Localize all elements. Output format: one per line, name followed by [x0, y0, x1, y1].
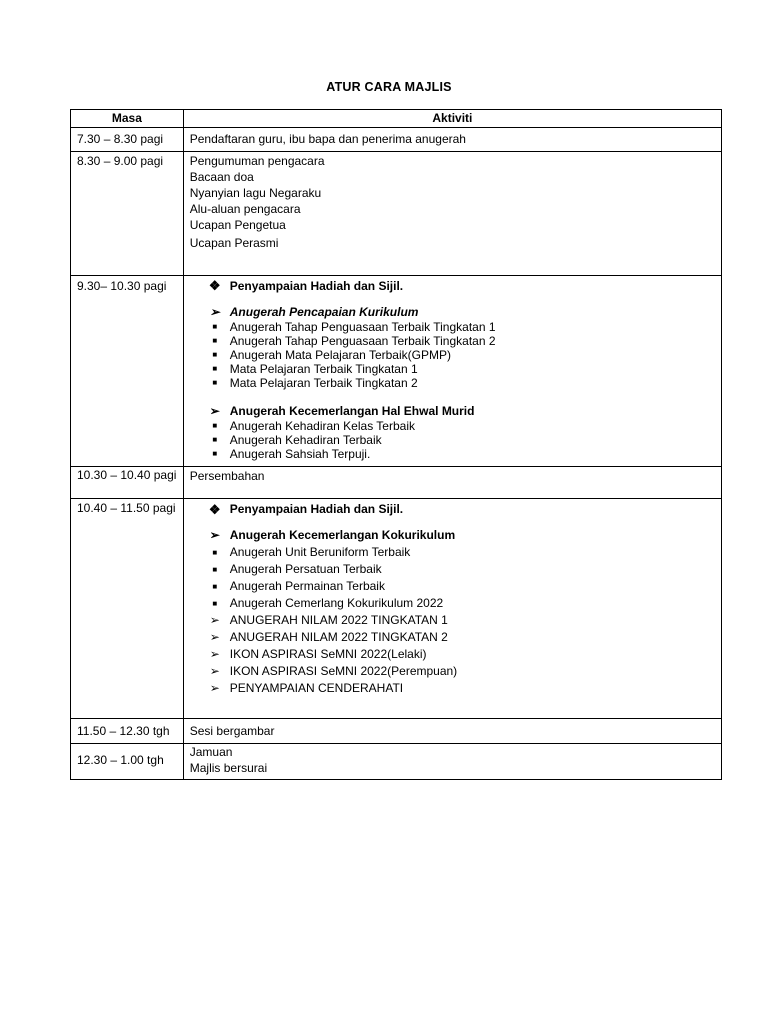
square-bullet-icon: ■	[212, 599, 218, 608]
header-aktiviti: Aktiviti	[183, 110, 721, 128]
activity-cell	[183, 276, 721, 467]
activity-line: Sesi bergambar	[189, 724, 275, 738]
diamond-bullet-icon: ❖	[208, 502, 221, 517]
list-item	[190, 419, 715, 433]
time-cell	[71, 467, 184, 499]
main-item	[190, 278, 715, 294]
list-item	[190, 578, 715, 595]
arrow-bullet-icon: ➢	[209, 664, 220, 678]
arrow-bullet-icon: ➢	[209, 681, 220, 695]
activity-line: Majlis bersurai	[189, 761, 268, 775]
activity-cell	[183, 719, 721, 744]
list-item-label: Anugerah Tahap Penguasaan Terbaik Tingkatan 1	[229, 320, 496, 334]
activity-line: Ucapan Perasmi	[189, 236, 279, 250]
square-bullet-icon: ■	[212, 548, 218, 557]
activity-cell	[183, 128, 721, 152]
time-cell	[71, 744, 184, 780]
arrow-bullet-icon: ➢	[209, 630, 220, 644]
section-heading-label: Anugerah Kecemerlangan Kokurikulum	[229, 528, 456, 542]
list-item	[190, 612, 715, 629]
list-item	[190, 646, 715, 663]
list-item-label: Anugerah Unit Beruniform Terbaik	[229, 545, 411, 559]
list-item-label: IKON ASPIRASI SeMNI 2022(Lelaki)	[229, 647, 427, 661]
table-row	[71, 467, 722, 499]
square-bullet-icon: ■	[212, 378, 218, 387]
section-heading	[190, 527, 715, 544]
list-item	[190, 447, 715, 461]
list-item	[190, 561, 715, 578]
section-heading-label: Anugerah Pencapaian Kurikulum	[229, 305, 419, 319]
activity-line: Jamuan	[189, 745, 233, 759]
activity-line: Pendaftaran guru, ibu bapa dan penerima anugerah	[189, 132, 466, 146]
activity-cell	[183, 152, 721, 276]
arrow-bullet-icon: ➢	[209, 404, 220, 418]
activity-line: Alu-aluan pengacara	[189, 202, 301, 216]
list-item	[190, 544, 715, 561]
main-item	[190, 501, 715, 518]
list-item	[190, 595, 715, 612]
arrow-bullet-icon: ➢	[209, 305, 220, 319]
header-masa: Masa	[71, 110, 184, 128]
square-bullet-icon: ■	[212, 565, 218, 574]
section-heading	[190, 304, 715, 320]
activity-line: Ucapan Pengetua	[189, 218, 286, 232]
activity-cell	[183, 744, 721, 780]
document-title: ATUR CARA MAJLIS	[326, 80, 452, 94]
square-bullet-icon: ■	[212, 582, 218, 591]
square-bullet-icon: ■	[212, 322, 218, 331]
list-item-label: Anugerah Persatuan Terbaik	[229, 562, 382, 576]
activity-cell	[183, 499, 721, 719]
time-text: 9.30– 10.30 pagi	[77, 279, 167, 293]
time-cell	[71, 276, 184, 467]
activity-cell	[183, 467, 721, 499]
list-item	[190, 334, 715, 348]
time-text: 12.30 – 1.00 tgh	[77, 753, 164, 767]
time-cell	[71, 152, 184, 276]
list-item	[190, 320, 715, 334]
activity-line: Bacaan doa	[189, 170, 254, 184]
list-item	[190, 629, 715, 646]
arrow-bullet-icon: ➢	[209, 647, 220, 661]
list-item-label: IKON ASPIRASI SeMNI 2022(Perempuan)	[229, 664, 458, 678]
section-heading	[190, 403, 715, 419]
list-item-label: Anugerah Permainan Terbaik	[229, 579, 385, 593]
time-text: 11.50 – 12.30 tgh	[77, 724, 170, 738]
square-bullet-icon: ■	[212, 336, 218, 345]
main-item-label: Penyampaian Hadiah dan Sijil.	[229, 279, 404, 293]
list-item	[190, 433, 715, 447]
table-row	[71, 744, 722, 780]
arrow-bullet-icon: ➢	[209, 613, 220, 627]
list-item	[190, 362, 715, 376]
list-item-label: Anugerah Tahap Penguasaan Terbaik Tingkatan 2	[229, 334, 496, 348]
time-text: 10.30 – 10.40 pagi	[77, 468, 177, 482]
schedule-table	[70, 109, 722, 780]
activity-line: Nyanyian lagu Negaraku	[189, 186, 322, 200]
list-item-label: ANUGERAH NILAM 2022 TINGKATAN 1	[229, 613, 448, 627]
time-cell	[71, 128, 184, 152]
table-row	[71, 719, 722, 744]
square-bullet-icon: ■	[212, 449, 218, 458]
list-item-label: ANUGERAH NILAM 2022 TINGKATAN 2	[229, 630, 448, 644]
activity-line: Persembahan	[189, 469, 265, 483]
time-text: 8.30 – 9.00 pagi	[77, 154, 164, 168]
activity-line: Pengumuman pengacara	[189, 154, 325, 168]
square-bullet-icon: ■	[212, 364, 218, 373]
square-bullet-icon: ■	[212, 421, 218, 430]
list-item	[190, 348, 715, 362]
list-item-label: Mata Pelajaran Terbaik Tingkatan 2	[229, 376, 418, 390]
arrow-bullet-icon: ➢	[209, 528, 220, 542]
main-item-label: Penyampaian Hadiah dan Sijil.	[229, 502, 404, 516]
list-item	[190, 663, 715, 680]
list-item-label: Anugerah Kehadiran Kelas Terbaik	[229, 419, 415, 433]
square-bullet-icon: ■	[212, 350, 218, 359]
list-item	[190, 376, 715, 390]
table-row	[71, 152, 722, 276]
list-item-label: Anugerah Kehadiran Terbaik	[229, 433, 382, 447]
list-item-label: Mata Pelajaran Terbaik Tingkatan 1	[229, 362, 418, 376]
time-cell	[71, 499, 184, 719]
list-item-label: Anugerah Sahsiah Terpuji.	[229, 447, 371, 461]
section-heading-label: Anugerah Kecemerlangan Hal Ehwal Murid	[229, 404, 475, 418]
table-header-row	[71, 110, 722, 128]
square-bullet-icon: ■	[212, 435, 218, 444]
table-row	[71, 276, 722, 467]
diamond-bullet-icon: ❖	[208, 278, 221, 293]
time-text: 7.30 – 8.30 pagi	[77, 132, 164, 146]
list-item-label: PENYAMPAIAN CENDERAHATI	[229, 681, 404, 695]
table-row	[71, 128, 722, 152]
table-row	[71, 499, 722, 719]
list-item	[190, 680, 715, 697]
list-item-label: Anugerah Cemerlang Kokurikulum 2022	[229, 596, 444, 610]
time-cell	[71, 719, 184, 744]
list-item-label: Anugerah Mata Pelajaran Terbaik(GPMP)	[229, 348, 451, 362]
time-text: 10.40 – 11.50 pagi	[77, 501, 176, 515]
